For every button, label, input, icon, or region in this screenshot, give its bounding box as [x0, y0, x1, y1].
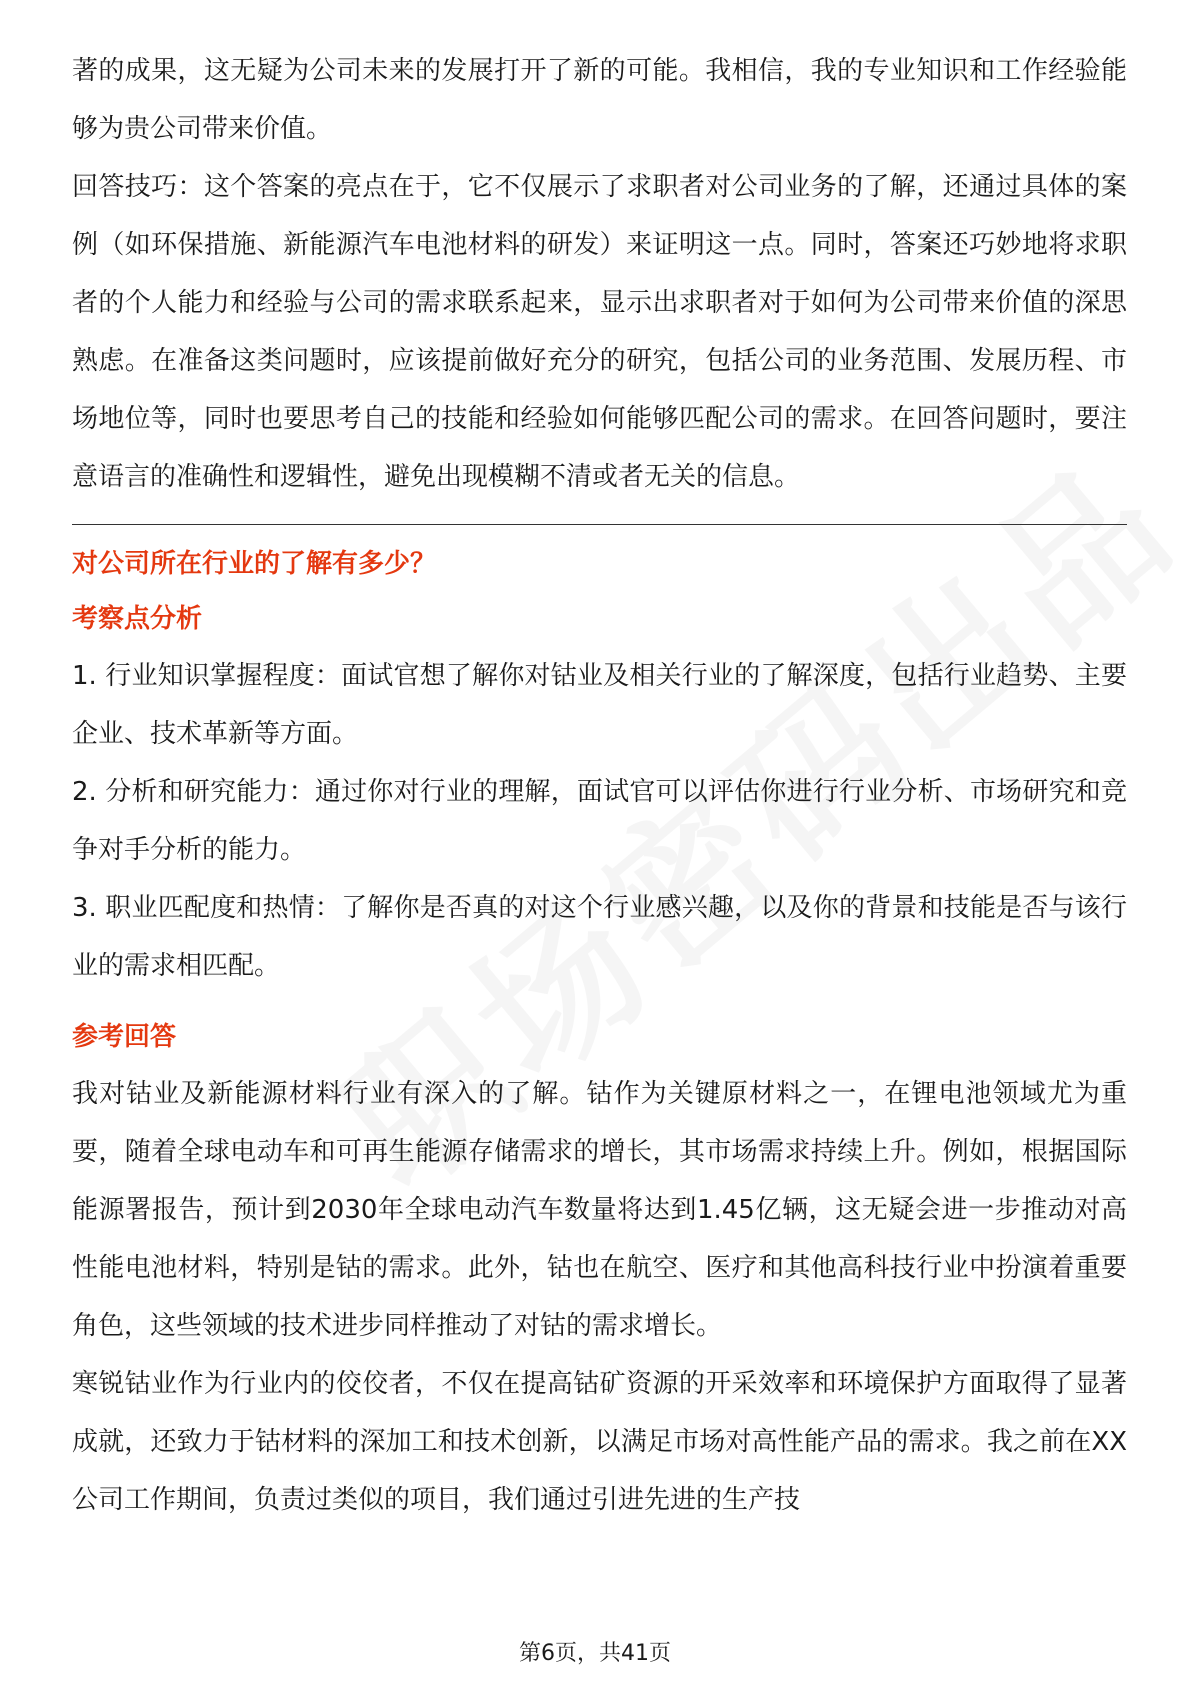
intro-paragraph-2: 回答技巧：这个答案的亮点在于，它不仅展示了求职者对公司业务的了解，还通过具体的案例（如环保措施、新能源汽车电池材料的研发）来证明这一点。同时，答案还巧妙地将求职者的个人能力和经验与公司的需求联系起来，显示出求职者对于如何为公司带来价值的深思熟虑。在准备这类问题时，应该提前做好充分的研究，包括公司的业务范围、发展历程、市场地位等，同时也要思考自己的技能和经验如何能够匹配公司的需求。在回答问题时，要注意语言的准确性和逻辑性，避免出现模糊不清或者无关的信息。	[72, 172, 1127, 492]
intro-paragraph-1: 著的成果，这无疑为公司未来的发展打开了新的可能。我相信，我的专业知识和工作经验能够为贵公司带来价值。	[72, 56, 1127, 144]
answer-paragraph-1: 我对钴业及新能源材料行业有深入的了解。钴作为关键原材料之一，在锂电池领域尤为重要，随着全球电动车和可再生能源存储需求的增长，其市场需求持续上升。例如，根据国际能源署报告，预计到2030年全球电动汽车数量将达到1.45亿辆，这无疑会进一步推动对高性能电池材料，特别是钴的需求。此外，钴也在航空、医疗和其他高科技行业中扮演着重要角色，这些领域的技术进步同样推动了对钴的需求增长。	[72, 1079, 1127, 1341]
page-number: 第6页，共41页	[519, 1641, 671, 1666]
page-content	[72, 42, 1127, 1529]
analysis-item-2: 2. 分析和研究能力：通过你对行业的理解，面试官可以评估你进行行业分析、市场研究和竞争对手分析的能力。	[72, 777, 1127, 865]
section-divider	[72, 524, 1127, 525]
analysis-item-1: 1. 行业知识掌握程度：面试官想了解你对钴业及相关行业的了解深度，包括行业趋势、主要企业、技术革新等方面。	[72, 661, 1127, 749]
analysis-item-3: 3. 职业匹配度和热情：了解你是否真的对这个行业感兴趣，以及你的背景和技能是否与该行业的需求相匹配。	[72, 893, 1127, 981]
answer-paragraph-2: 寒锐钴业作为行业内的佼佼者，不仅在提高钴矿资源的开采效率和环境保护方面取得了显著成就，还致力于钴材料的深加工和技术创新，以满足市场对高性能产品的需求。我之前在XX公司工作期间，负责过类似的项目，我们通过引进先进的生产技	[72, 1369, 1127, 1515]
answer-heading: 参考回答	[72, 1022, 177, 1052]
analysis-heading: 考察点分析	[72, 604, 203, 634]
question-title: 对公司所在行业的了解有多少？	[72, 549, 437, 579]
